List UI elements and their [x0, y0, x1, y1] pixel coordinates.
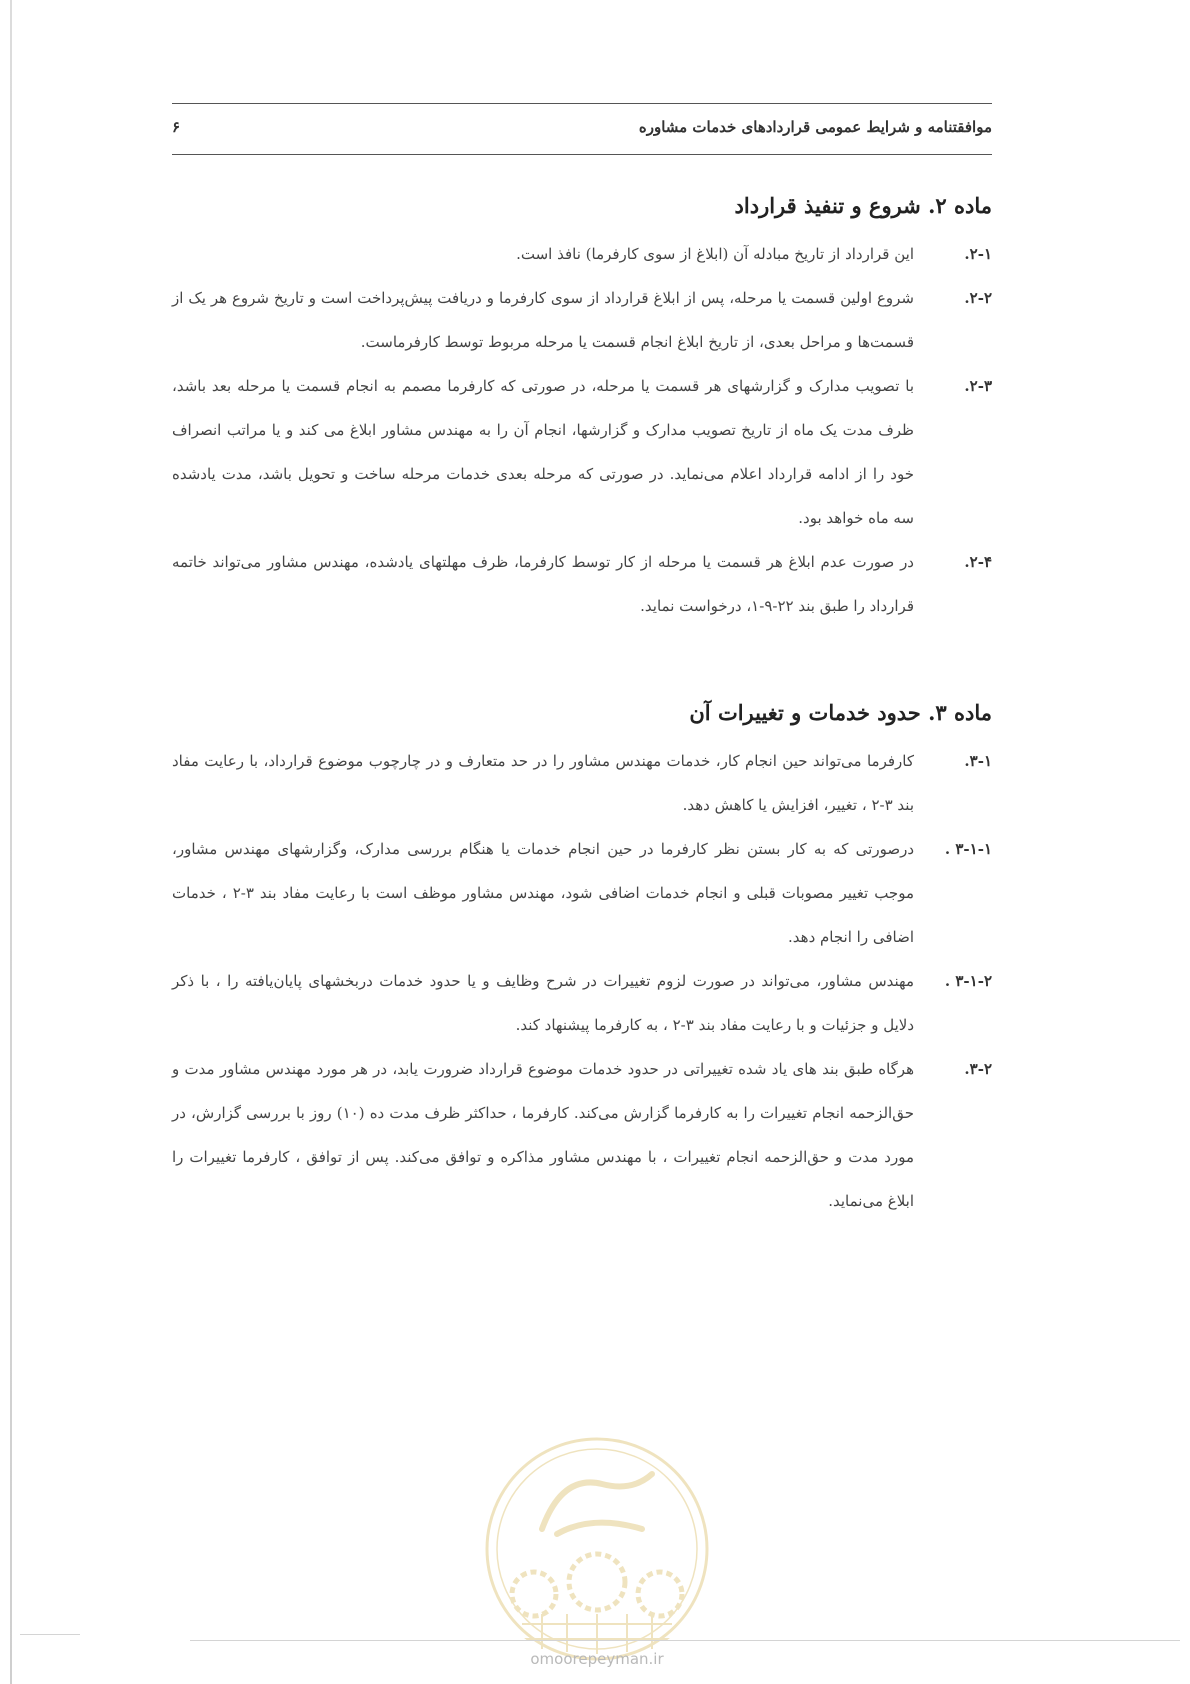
clause: [172, 827, 992, 959]
document-body: [172, 165, 992, 1223]
footer-rule: [190, 1640, 1180, 1641]
clause: [172, 232, 992, 276]
page-header: [172, 103, 992, 155]
clause-number: ۳-۱-۱ .: [944, 840, 992, 858]
clause-number: ۳-۱-۲ .: [944, 972, 992, 990]
clause-text: با تصویب مدارک و گزارشهای هر قسمت یا مرحله، در صورتی که کارفرما مصمم به انجام قسمت یا مرحله بعد باشد، ظرف مدت یک ماه از تاریخ تصویب مدارک و گزارشها، انجام آن را به مهندس مشاور ابلاغ می کند و یا مراتب انصراف خود را از ادامه قرارداد اعلام می‌نماید. در صورتی که مرحله بعدی خدمات مرحله ساخت و تحویل باشد، مدت یادشده سه ماه خواهد بود.: [172, 377, 914, 527]
clause-number: ۲-۳.: [964, 377, 992, 395]
clause-text: مهندس مشاور، می‌تواند در صورت لزوم تغییرات در شرح وظایف و یا حدود خدمات دربخشهای پایان‌یافته را ، با ذکر دلایل و جزئیات و با رعایت مفاد بند ۳-۲ ، به کارفرما پیشنهاد کند.: [172, 972, 914, 1034]
page-number: ۶: [172, 118, 181, 136]
clause-text: در صورت عدم ابلاغ هر قسمت یا مرحله از کار توسط کارفرما، ظرف مهلتهای یادشده، مهندس مشاور می‌تواند خاتمه قرارداد را طبق بند ۲۲-۹-۱، درخواست نماید.: [172, 553, 914, 615]
clause: [172, 364, 992, 540]
clause-text: شروع اولین قسمت یا مرحله، پس از ابلاغ قرارداد از سوی کارفرما و دریافت پیش‌پرداخت است و تاریخ شروع هر یک از قسمت‌ها و مراحل بعدی، از تاریخ ابلاغ انجام قسمت یا مرحله مربوط توسط کارفرماست.: [172, 289, 914, 351]
clause: [172, 540, 992, 628]
clause: [172, 1047, 992, 1223]
article-3-title: ماده ۳. حدود خدمات و تغییرات آن: [689, 700, 992, 725]
article-2-clauses: [172, 232, 992, 628]
watermark-logo: [482, 1434, 712, 1664]
clause-number: ۲-۴.: [964, 553, 992, 571]
clause-number: ۲-۲.: [964, 289, 992, 307]
watermark-site: omoorepeyman.ir: [530, 1650, 664, 1668]
clause: [172, 959, 992, 1047]
clause: [172, 739, 992, 827]
clause-text: درصورتی که به کار بستن نظر کارفرما در حین انجام خدمات یا هنگام بررسی مدارک، وگزارشهای مهندس مشاور، موجب تغییر مصوبات قبلی و انجام خدمات اضافی شود، مهندس مشاور موظف است با رعایت مفاد بند ۳-۲ ، خدمات اضافی را انجام دهد.: [172, 840, 914, 946]
clause: [172, 276, 992, 364]
clause-text: کارفرما می‌تواند حین انجام کار، خدمات مهندس مشاور را در حد متعارف و در چارچوب موضوع قرارداد، با رعایت مفاد بند ۳-۲ ، تغییر، افزایش یا کاهش دهد.: [172, 752, 914, 814]
clause-text: این قرارداد از تاریخ مبادله آن (ابلاغ از سوی کارفرما) نافذ است.: [516, 245, 914, 263]
header-title: موافقتنامه و شرایط عمومی قراردادهای خدمات مشاوره: [638, 118, 992, 136]
clause-number: ۲-۱.: [964, 245, 992, 263]
clause-number: ۳-۱.: [964, 752, 992, 770]
article-2-title: ماده ۲. شروع و تنفیذ قرارداد: [734, 193, 992, 218]
article-3-clauses: [172, 739, 992, 1223]
scan-left-edge: [10, 0, 12, 1684]
footer-rule-left: [20, 1634, 80, 1635]
clause-text: هرگاه طبق بند های یاد شده تغییراتی در حدود خدمات موضوع قرارداد ضرورت یابد، در هر مورد مهندس مشاور مدت و حق‌الزحمه انجام تغییرات را به کارفرما گزارش می‌کند. کارفرما ، حداکثر ظرف مدت ده (۱۰) روز با بررسی گزارش، در مورد مدت و حق‌الزحمه انجام تغییرات ، با مهندس مشاور مذاکره و توافق می‌کند. پس از توافق ، کارفرما تغییرات را ابلاغ می‌نماید.: [172, 1060, 914, 1210]
clause-number: ۳-۲.: [964, 1060, 992, 1078]
